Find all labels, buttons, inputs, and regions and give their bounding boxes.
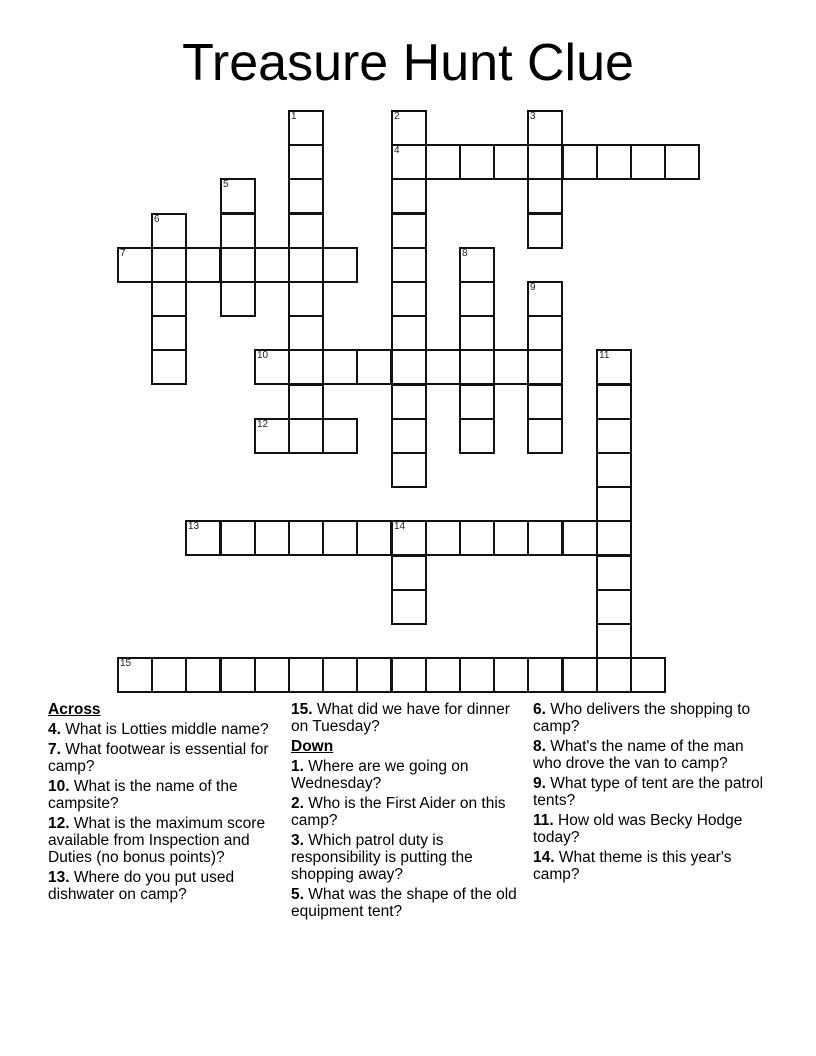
cell-number: 15	[120, 658, 132, 669]
page-title: Treasure Hunt Clue	[182, 34, 634, 92]
grid-cell[interactable]	[596, 144, 632, 180]
grid-cell[interactable]	[185, 657, 221, 693]
cell-number: 1	[291, 111, 297, 122]
grid-cell[interactable]	[254, 418, 290, 454]
grid-cell[interactable]	[288, 315, 324, 351]
grid-cell[interactable]	[527, 110, 563, 146]
clue-text: What type of tent are the patrol tents?	[533, 775, 764, 809]
down-heading: Down	[291, 738, 334, 755]
grid-cell[interactable]	[527, 520, 563, 556]
grid-cell[interactable]	[288, 213, 324, 249]
grid-cell[interactable]	[254, 247, 290, 283]
clue-text: What did we have for dinner on Tuesday?	[291, 701, 510, 735]
clue-text: What theme is this year's camp?	[533, 849, 732, 883]
grid-cell[interactable]	[391, 555, 427, 591]
clue-text: Where do you put used dishwater on camp?	[48, 869, 235, 903]
grid-cell[interactable]	[391, 281, 427, 317]
grid-cell[interactable]	[527, 213, 563, 249]
grid-cell[interactable]	[596, 418, 632, 454]
clue-text: Which patrol duty is responsibility is putting the shopping away?	[291, 832, 473, 883]
grid-cell[interactable]	[220, 213, 256, 249]
clue-number: 5.	[291, 886, 304, 903]
grid-cell[interactable]	[185, 520, 221, 556]
cell-number: 14	[394, 521, 406, 532]
grid-cell[interactable]	[596, 657, 632, 693]
clue-across-7	[48, 741, 280, 775]
clue-text: What was the shape of the old equipment tent?	[291, 886, 517, 920]
grid-cell[interactable]	[288, 520, 324, 556]
grid-cell[interactable]	[220, 520, 256, 556]
grid-cell[interactable]	[391, 315, 427, 351]
clue-number: 14.	[533, 849, 555, 866]
grid-cell[interactable]	[288, 144, 324, 180]
grid-cell[interactable]	[288, 657, 324, 693]
grid-cell[interactable]	[493, 349, 529, 385]
grid-cell[interactable]	[356, 349, 392, 385]
grid-cell[interactable]	[288, 349, 324, 385]
grid-cell[interactable]	[391, 144, 427, 180]
grid-cell[interactable]	[562, 144, 598, 180]
grid-cell[interactable]	[596, 623, 632, 659]
grid-cell[interactable]	[664, 144, 700, 180]
grid-cell[interactable]	[527, 657, 563, 693]
grid-cell[interactable]	[527, 349, 563, 385]
grid-cell[interactable]	[254, 657, 290, 693]
clues-column-2	[291, 701, 523, 923]
grid-cell[interactable]	[322, 349, 358, 385]
grid-cell[interactable]	[220, 281, 256, 317]
grid-cell[interactable]	[459, 144, 495, 180]
grid-cell[interactable]	[391, 213, 427, 249]
clue-down-3	[291, 832, 523, 883]
clue-text: What's the name of the man who drove the van to camp?	[533, 738, 744, 772]
grid-cell[interactable]	[117, 247, 153, 283]
grid-cell[interactable]	[151, 315, 187, 351]
grid-cell[interactable]	[391, 247, 427, 283]
grid-cell[interactable]	[254, 349, 290, 385]
clue-number: 13.	[48, 869, 70, 886]
grid-cell[interactable]	[527, 384, 563, 420]
grid-cell[interactable]	[151, 281, 187, 317]
clue-number: 2.	[291, 795, 304, 812]
cell-number: 7	[120, 248, 126, 259]
cell-number: 5	[223, 179, 229, 190]
cell-number: 3	[530, 111, 536, 122]
grid-cell[interactable]	[459, 418, 495, 454]
grid-cell[interactable]	[493, 657, 529, 693]
grid-cell[interactable]	[493, 144, 529, 180]
clue-number: 9.	[533, 775, 546, 792]
clue-number: 7.	[48, 741, 61, 758]
clue-across-4	[48, 721, 280, 738]
grid-cell[interactable]	[459, 349, 495, 385]
grid-cell[interactable]	[459, 315, 495, 351]
grid-cell[interactable]	[596, 486, 632, 522]
across-heading: Across	[48, 701, 101, 718]
grid-cell[interactable]	[117, 657, 153, 693]
grid-cell[interactable]	[220, 178, 256, 214]
grid-cell[interactable]	[459, 281, 495, 317]
grid-cell[interactable]	[151, 657, 187, 693]
grid-cell[interactable]	[527, 418, 563, 454]
grid-cell[interactable]	[391, 418, 427, 454]
clue-number: 8.	[533, 738, 546, 755]
clue-text: What footwear is essential for camp?	[48, 741, 269, 775]
clue-text: What is the name of the campsite?	[48, 778, 238, 812]
grid-cell[interactable]	[151, 213, 187, 249]
grid-cell[interactable]	[630, 144, 666, 180]
grid-cell[interactable]	[391, 520, 427, 556]
grid-cell[interactable]	[459, 247, 495, 283]
grid-cell[interactable]	[391, 349, 427, 385]
grid-cell[interactable]	[185, 247, 221, 283]
grid-cell[interactable]	[322, 418, 358, 454]
clue-down-2	[291, 795, 523, 829]
clue-down-8	[533, 738, 765, 772]
grid-cell[interactable]	[596, 384, 632, 420]
grid-cell[interactable]	[391, 657, 427, 693]
clue-number: 10.	[48, 778, 70, 795]
clue-down-5	[291, 886, 523, 920]
grid-cell[interactable]	[254, 520, 290, 556]
clue-down-11	[533, 812, 765, 846]
clue-across-15	[291, 701, 523, 735]
grid-cell[interactable]	[391, 178, 427, 214]
cell-number: 4	[394, 145, 400, 156]
clue-number: 15.	[291, 701, 313, 718]
grid-cell[interactable]	[459, 657, 495, 693]
clue-down-6	[533, 701, 765, 735]
cell-number: 2	[394, 111, 400, 122]
grid-cell[interactable]	[288, 110, 324, 146]
cell-number: 8	[462, 248, 468, 259]
grid-cell[interactable]	[596, 589, 632, 625]
grid-cell[interactable]	[220, 657, 256, 693]
grid-cell[interactable]	[322, 520, 358, 556]
grid-cell[interactable]	[356, 520, 392, 556]
cell-number: 12	[257, 419, 269, 430]
clue-text: How old was Becky Hodge today?	[533, 812, 743, 846]
cell-number: 10	[257, 350, 269, 361]
clue-across-13	[48, 869, 280, 903]
clue-number: 4.	[48, 721, 61, 738]
clue-text: What is the maximum score available from Inspection and Duties (no bonus points)?	[48, 815, 266, 866]
clue-text: Where are we going on Wednesday?	[291, 758, 469, 792]
grid-cell[interactable]	[596, 520, 632, 556]
clue-across-10	[48, 778, 280, 812]
grid-cell[interactable]	[425, 657, 461, 693]
grid-cell[interactable]	[596, 555, 632, 591]
clue-number: 11.	[533, 812, 554, 829]
grid-cell[interactable]	[391, 110, 427, 146]
grid-cell[interactable]	[562, 520, 598, 556]
clues-column-1	[48, 701, 280, 906]
grid-cell[interactable]	[288, 178, 324, 214]
grid-cell[interactable]	[288, 418, 324, 454]
clue-down-14	[533, 849, 765, 883]
grid-cell[interactable]	[630, 657, 666, 693]
grid-cell[interactable]	[288, 247, 324, 283]
clue-number: 12.	[48, 815, 70, 832]
clues-column-3	[533, 701, 765, 886]
cell-number: 11	[599, 350, 610, 361]
grid-cell[interactable]	[391, 589, 427, 625]
grid-cell[interactable]	[288, 281, 324, 317]
clue-text: Who delivers the shopping to camp?	[533, 701, 751, 735]
grid-cell[interactable]	[562, 657, 598, 693]
clue-number: 3.	[291, 832, 304, 849]
grid-cell[interactable]	[527, 281, 563, 317]
clue-across-12	[48, 815, 280, 866]
grid-cell[interactable]	[151, 349, 187, 385]
grid-cell[interactable]	[425, 520, 461, 556]
grid-cell[interactable]	[322, 247, 358, 283]
grid-cell[interactable]	[527, 144, 563, 180]
clue-text: What is Lotties middle name?	[60, 721, 269, 738]
cell-number: 13	[188, 521, 200, 532]
clue-down-1	[291, 758, 523, 792]
cell-number: 6	[154, 214, 160, 225]
grid-cell[interactable]	[288, 384, 324, 420]
grid-cell[interactable]	[459, 384, 495, 420]
clue-text: Who is the First Aider on this camp?	[291, 795, 506, 829]
grid-cell[interactable]	[527, 315, 563, 351]
grid-cell[interactable]	[459, 520, 495, 556]
grid-cell[interactable]	[322, 657, 358, 693]
grid-cell[interactable]	[596, 349, 632, 385]
clue-number: 6.	[533, 701, 546, 718]
grid-cell[interactable]	[391, 384, 427, 420]
grid-cell[interactable]	[220, 247, 256, 283]
clue-down-9	[533, 775, 765, 809]
grid-cell[interactable]	[151, 247, 187, 283]
clue-number: 1.	[291, 758, 304, 775]
grid-cell[interactable]	[425, 144, 461, 180]
grid-cell[interactable]	[493, 520, 529, 556]
grid-cell[interactable]	[596, 452, 632, 488]
cell-number: 9	[530, 282, 536, 293]
grid-cell[interactable]	[527, 178, 563, 214]
grid-cell[interactable]	[425, 349, 461, 385]
grid-cell[interactable]	[356, 657, 392, 693]
grid-cell[interactable]	[391, 452, 427, 488]
